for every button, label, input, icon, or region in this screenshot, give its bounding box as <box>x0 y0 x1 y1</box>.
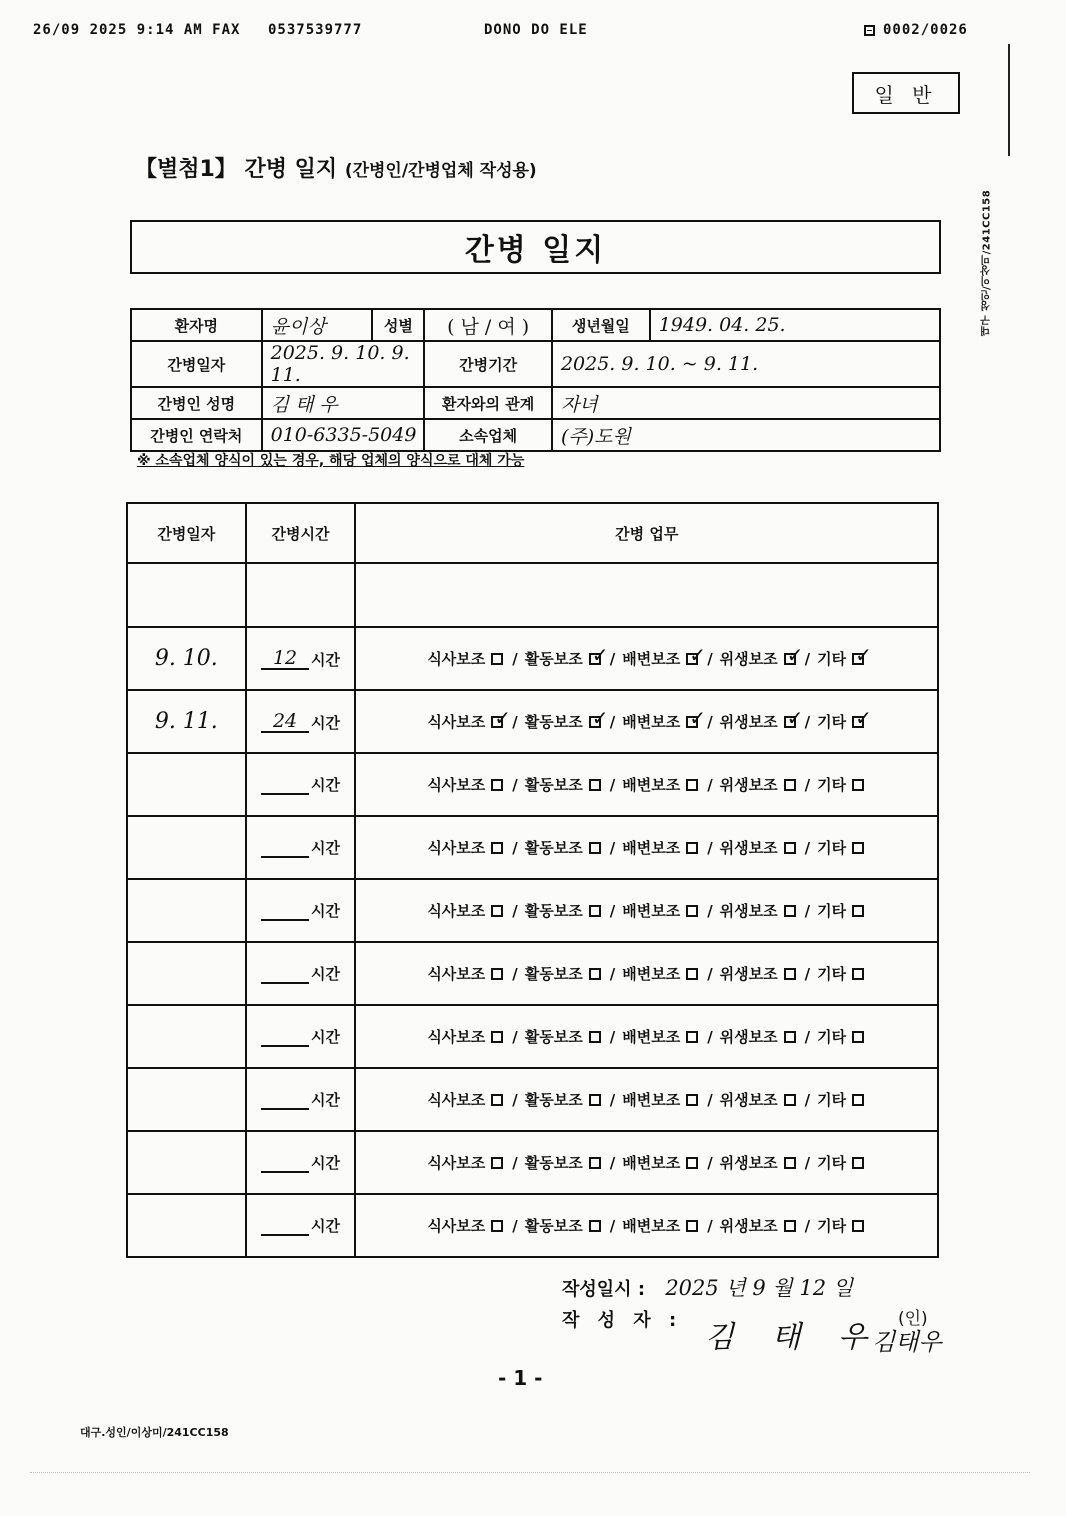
duty-separator: / <box>804 1153 811 1172</box>
duty-label: 식사보조 <box>427 650 486 668</box>
duty-checkbox[interactable] <box>589 1094 601 1106</box>
duty-label: 위생보조 <box>719 713 778 731</box>
hour-unit: 시간 <box>311 902 341 920</box>
duty-label: 배변보조 <box>622 776 681 794</box>
log-hours-value[interactable]: 24 <box>261 711 309 733</box>
duty-checkbox[interactable] <box>686 842 698 854</box>
header-duties: 간병 업무 <box>355 503 938 563</box>
fax-number: 0537539777 <box>268 22 363 38</box>
birth-value: 1949. 04. 25. <box>650 309 940 341</box>
duty-label: 배변보조 <box>622 1154 681 1172</box>
duty-label: 배변보조 <box>622 902 681 920</box>
duty-separator: / <box>707 712 713 731</box>
log-hours-value[interactable] <box>261 1045 309 1047</box>
duty-separator: / <box>804 964 811 983</box>
duty-separator: / <box>512 1216 518 1235</box>
duty-label: 위생보조 <box>719 1217 778 1235</box>
duty-checkbox[interactable] <box>852 1094 864 1106</box>
log-hours-cell <box>246 1068 356 1131</box>
duty-checkbox[interactable] <box>686 716 698 728</box>
duty-checkbox[interactable] <box>852 1031 864 1043</box>
patient-info-table <box>130 308 941 452</box>
duty-checkbox[interactable] <box>589 1220 601 1232</box>
fax-icon <box>864 25 875 36</box>
duty-checkbox[interactable] <box>686 968 698 980</box>
duty-label: 배변보조 <box>622 839 681 857</box>
duty-label: 기타 <box>817 650 847 668</box>
duty-separator: / <box>609 775 616 794</box>
log-row <box>127 1194 938 1257</box>
log-row <box>127 879 938 942</box>
written-date-line <box>562 1272 853 1302</box>
log-date: 9. 10. <box>127 627 246 690</box>
contact-value: 010-6335-5049 <box>262 419 425 451</box>
duty-checkbox[interactable] <box>589 905 601 917</box>
duty-label: 활동보조 <box>524 902 583 920</box>
hour-unit: 시간 <box>311 1154 341 1172</box>
log-duties-cell <box>355 816 938 879</box>
gender-label: 성별 <box>372 309 424 341</box>
duty-checkbox[interactable] <box>784 1220 796 1232</box>
patient-name-label: 환자명 <box>131 309 262 341</box>
caregiver-name-label: 간병인 성명 <box>131 387 262 419</box>
duty-label: 활동보조 <box>524 1217 583 1235</box>
category-stamp: 일 반 <box>852 72 960 114</box>
attachment-title-main: 【별첨1】 간병 일지 <box>135 157 338 182</box>
log-duties-cell <box>355 1068 938 1131</box>
duty-label: 기타 <box>817 776 847 794</box>
log-hours-cell <box>246 816 356 879</box>
fax-page: 0002/0026 <box>883 22 968 38</box>
duty-label: 식사보조 <box>427 1091 486 1109</box>
log-duties-cell <box>355 753 938 816</box>
log-hours-cell <box>246 942 356 1005</box>
duty-label: 기타 <box>817 1154 847 1172</box>
duty-separator: / <box>512 1027 518 1046</box>
log-date <box>127 1131 246 1194</box>
duty-separator: / <box>707 1027 713 1046</box>
duty-label: 배변보조 <box>622 1217 681 1235</box>
duty-label: 기타 <box>817 902 847 920</box>
log-duties-cell <box>355 1131 938 1194</box>
attachment-title <box>135 152 537 183</box>
caregiver-name-value: 김 태 우 <box>262 387 425 419</box>
log-hours-value[interactable] <box>261 1108 309 1110</box>
duty-label: 배변보조 <box>622 650 681 668</box>
duty-separator: / <box>804 712 811 731</box>
log-row <box>127 1131 938 1194</box>
duty-checkbox[interactable] <box>852 1220 864 1232</box>
log-hours-value[interactable] <box>261 793 309 795</box>
duty-checkbox[interactable] <box>589 842 601 854</box>
duty-checkbox[interactable] <box>686 779 698 791</box>
care-period-value: 2025. 9. 10. ~ 9. 11. <box>552 341 940 387</box>
log-date <box>127 1005 246 1068</box>
duty-separator: / <box>804 838 811 857</box>
written-date-label: 작성일시 : <box>562 1279 646 1300</box>
duty-separator: / <box>804 1090 811 1109</box>
care-period-label: 간병기간 <box>424 341 552 387</box>
care-date-value: 2025. 9. 10. 9. 11. <box>262 341 425 387</box>
duty-checkbox[interactable] <box>852 653 864 665</box>
duty-separator: / <box>707 964 713 983</box>
writer-name: 김 태 우 <box>705 1320 882 1355</box>
duty-label: 기타 <box>817 1217 847 1235</box>
duty-label: 기타 <box>817 713 847 731</box>
duty-checkbox[interactable] <box>784 779 796 791</box>
care-log-table <box>126 502 939 1258</box>
duty-separator: / <box>512 775 518 794</box>
log-hours-value[interactable] <box>261 919 309 921</box>
log-duties-cell <box>355 1194 938 1257</box>
writer-label: 작 성 자 : <box>562 1310 683 1331</box>
duty-checkbox[interactable] <box>589 1031 601 1043</box>
footer-code: 대구.성인/이상미/241CC158 <box>80 1426 229 1439</box>
duty-checkbox[interactable] <box>852 1157 864 1169</box>
duty-label: 기타 <box>817 1091 847 1109</box>
log-date <box>127 1068 246 1131</box>
duty-separator: / <box>804 1216 811 1235</box>
header-date: 간병일자 <box>127 503 246 563</box>
log-duties-cell <box>355 690 938 753</box>
duty-checkbox[interactable] <box>491 779 503 791</box>
contact-label: 간병인 연락처 <box>131 419 262 451</box>
duty-checkbox[interactable] <box>686 1157 698 1169</box>
hour-unit: 시간 <box>311 1217 341 1235</box>
spacer-cell <box>127 563 246 627</box>
duty-checkbox[interactable] <box>852 905 864 917</box>
duty-label: 활동보조 <box>524 965 583 983</box>
duty-separator: / <box>707 1153 713 1172</box>
fax-page-group <box>864 22 968 38</box>
relation-label: 환자와의 관계 <box>424 387 552 419</box>
duty-checkbox[interactable] <box>686 653 698 665</box>
edge-mark <box>1008 44 1010 156</box>
log-date <box>127 753 246 816</box>
hour-unit: 시간 <box>311 1028 341 1046</box>
duty-checkbox[interactable] <box>589 968 601 980</box>
spacer-cell <box>355 563 938 627</box>
log-hours-cell <box>246 1131 356 1194</box>
blank-spacer-row <box>127 563 938 627</box>
duty-label: 위생보조 <box>719 902 778 920</box>
log-date <box>127 1194 246 1257</box>
duty-checkbox[interactable] <box>686 1220 698 1232</box>
duty-separator: / <box>609 1027 616 1046</box>
log-date <box>127 942 246 1005</box>
duty-checkbox[interactable] <box>686 905 698 917</box>
form-substitution-note: ※ 소속업체 양식이 있는 경우, 해당 업체의 양식으로 대체 가능 <box>137 453 525 469</box>
side-document-code: 대구 성인/이상미/241CC158 <box>981 189 993 337</box>
duty-label: 위생보조 <box>719 776 778 794</box>
duty-separator: / <box>512 901 518 920</box>
duty-separator: / <box>609 901 616 920</box>
page-number: - 1 - <box>498 1366 543 1390</box>
duty-separator: / <box>609 838 616 857</box>
duty-label: 위생보조 <box>719 1028 778 1046</box>
duty-label: 배변보조 <box>622 713 681 731</box>
duty-label: 활동보조 <box>524 1091 583 1109</box>
log-date <box>127 816 246 879</box>
duty-label: 활동보조 <box>524 650 583 668</box>
hour-unit: 시간 <box>311 839 341 857</box>
duty-label: 배변보조 <box>622 965 681 983</box>
duty-checkbox[interactable] <box>491 905 503 917</box>
signature: 김태우 <box>872 1328 942 1356</box>
log-hours-cell <box>246 1005 356 1068</box>
duty-checkbox[interactable] <box>784 1094 796 1106</box>
header-hours: 간병시간 <box>246 503 356 563</box>
duty-checkbox[interactable] <box>784 716 796 728</box>
log-duties-cell <box>355 942 938 1005</box>
log-hours-value[interactable] <box>261 982 309 984</box>
hour-unit: 시간 <box>311 1091 341 1109</box>
duty-separator: / <box>707 838 713 857</box>
duty-checkbox[interactable] <box>784 842 796 854</box>
duty-label: 활동보조 <box>524 1154 583 1172</box>
duty-checkbox[interactable] <box>784 968 796 980</box>
log-hours-value[interactable]: 12 <box>261 648 309 670</box>
log-hours-cell <box>246 753 356 816</box>
log-duties-cell <box>355 627 938 690</box>
duty-checkbox[interactable] <box>852 968 864 980</box>
spacer-cell <box>246 563 356 627</box>
log-row <box>127 1005 938 1068</box>
fax-sender: DONO DO ELE <box>484 22 588 38</box>
duty-label: 식사보조 <box>427 902 486 920</box>
duty-checkbox[interactable] <box>589 653 601 665</box>
duty-separator: / <box>804 775 811 794</box>
duty-separator: / <box>707 901 713 920</box>
log-date <box>127 879 246 942</box>
duty-separator: / <box>707 649 713 668</box>
duty-label: 식사보조 <box>427 776 486 794</box>
fax-datetime: 26/09 2025 9:14 AM FAX <box>33 22 241 38</box>
duty-checkbox[interactable] <box>491 653 503 665</box>
duty-separator: / <box>609 649 616 668</box>
log-row <box>127 627 938 690</box>
log-duties-cell <box>355 879 938 942</box>
hour-unit: 시간 <box>311 776 341 794</box>
log-hours-cell <box>246 690 356 753</box>
duty-checkbox[interactable] <box>491 842 503 854</box>
duty-separator: / <box>512 649 518 668</box>
duty-separator: / <box>707 1216 713 1235</box>
duty-checkbox[interactable] <box>589 716 601 728</box>
log-hours-cell <box>246 879 356 942</box>
duty-label: 위생보조 <box>719 965 778 983</box>
log-date: 9. 11. <box>127 690 246 753</box>
duty-label: 활동보조 <box>524 776 583 794</box>
hour-unit: 시간 <box>311 713 341 732</box>
log-hours-cell <box>246 1194 356 1257</box>
log-row <box>127 816 938 879</box>
duty-checkbox[interactable] <box>686 1094 698 1106</box>
duty-label: 기타 <box>817 839 847 857</box>
duty-label: 활동보조 <box>524 713 583 731</box>
duty-checkbox[interactable] <box>491 968 503 980</box>
log-title: 간병 일지 <box>130 220 941 274</box>
log-hours-value[interactable] <box>261 1171 309 1173</box>
attachment-subtitle: (간병인/간병업체 작성용) <box>344 161 537 181</box>
relation-value: 자녀 <box>552 387 940 419</box>
log-hours-cell <box>246 627 356 690</box>
duty-separator: / <box>512 838 518 857</box>
birth-label: 생년월일 <box>552 309 650 341</box>
duty-separator: / <box>512 1153 518 1172</box>
care-log-rows <box>127 563 938 1257</box>
duty-separator: / <box>512 712 518 731</box>
scan-edge-line <box>30 1472 1030 1473</box>
duty-separator: / <box>609 1153 616 1172</box>
duty-checkbox[interactable] <box>491 716 503 728</box>
duty-separator: / <box>804 1027 811 1046</box>
log-row <box>127 690 938 753</box>
duty-checkbox[interactable] <box>686 1031 698 1043</box>
company-label: 소속업체 <box>424 419 552 451</box>
duty-separator: / <box>512 1090 518 1109</box>
duty-checkbox[interactable] <box>491 1094 503 1106</box>
duty-label: 활동보조 <box>524 839 583 857</box>
duty-separator: / <box>707 1090 713 1109</box>
duty-checkbox[interactable] <box>852 716 864 728</box>
duty-separator: / <box>512 964 518 983</box>
duty-label: 기타 <box>817 965 847 983</box>
duty-checkbox[interactable] <box>784 905 796 917</box>
log-row <box>127 942 938 1005</box>
duty-label: 활동보조 <box>524 1028 583 1046</box>
duty-checkbox[interactable] <box>784 1031 796 1043</box>
duty-label: 식사보조 <box>427 1154 486 1172</box>
duty-separator: / <box>609 964 616 983</box>
duty-label: 식사보조 <box>427 1217 486 1235</box>
duty-separator: / <box>804 649 811 668</box>
duty-separator: / <box>609 1090 616 1109</box>
duty-label: 배변보조 <box>622 1091 681 1109</box>
seal-label: (인) <box>898 1309 928 1329</box>
log-hours-value[interactable] <box>261 1234 309 1236</box>
log-row <box>127 1068 938 1131</box>
duty-checkbox[interactable] <box>491 1031 503 1043</box>
duty-checkbox[interactable] <box>589 1157 601 1169</box>
duty-label: 위생보조 <box>719 650 778 668</box>
duty-separator: / <box>707 775 713 794</box>
duty-label: 위생보조 <box>719 839 778 857</box>
gender-value: ( 남 / 여 ) <box>424 309 552 341</box>
duty-checkbox[interactable] <box>784 653 796 665</box>
duty-label: 식사보조 <box>427 1028 486 1046</box>
duty-label: 식사보조 <box>427 839 486 857</box>
duty-separator: / <box>609 1216 616 1235</box>
duty-label: 식사보조 <box>427 965 486 983</box>
duty-checkbox[interactable] <box>852 842 864 854</box>
care-date-label: 간병일자 <box>131 341 262 387</box>
duty-label: 기타 <box>817 1028 847 1046</box>
log-hours-value[interactable] <box>261 856 309 858</box>
duty-checkbox[interactable] <box>491 1220 503 1232</box>
duty-separator: / <box>804 901 811 920</box>
duty-checkbox[interactable] <box>491 1157 503 1169</box>
written-date-value: 2025 년 9 월 12 일 <box>665 1276 854 1300</box>
log-row <box>127 753 938 816</box>
duty-label: 배변보조 <box>622 1028 681 1046</box>
duty-checkbox[interactable] <box>784 1157 796 1169</box>
hour-unit: 시간 <box>311 965 341 983</box>
duty-separator: / <box>609 712 616 731</box>
duty-label: 위생보조 <box>719 1091 778 1109</box>
company-value: (주)도원 <box>552 419 940 451</box>
duty-checkbox[interactable] <box>589 779 601 791</box>
duty-label: 식사보조 <box>427 713 486 731</box>
duty-label: 위생보조 <box>719 1154 778 1172</box>
duty-checkbox[interactable] <box>852 779 864 791</box>
hour-unit: 시간 <box>311 650 341 669</box>
patient-name-value: 윤이상 <box>262 309 373 341</box>
log-duties-cell <box>355 1005 938 1068</box>
